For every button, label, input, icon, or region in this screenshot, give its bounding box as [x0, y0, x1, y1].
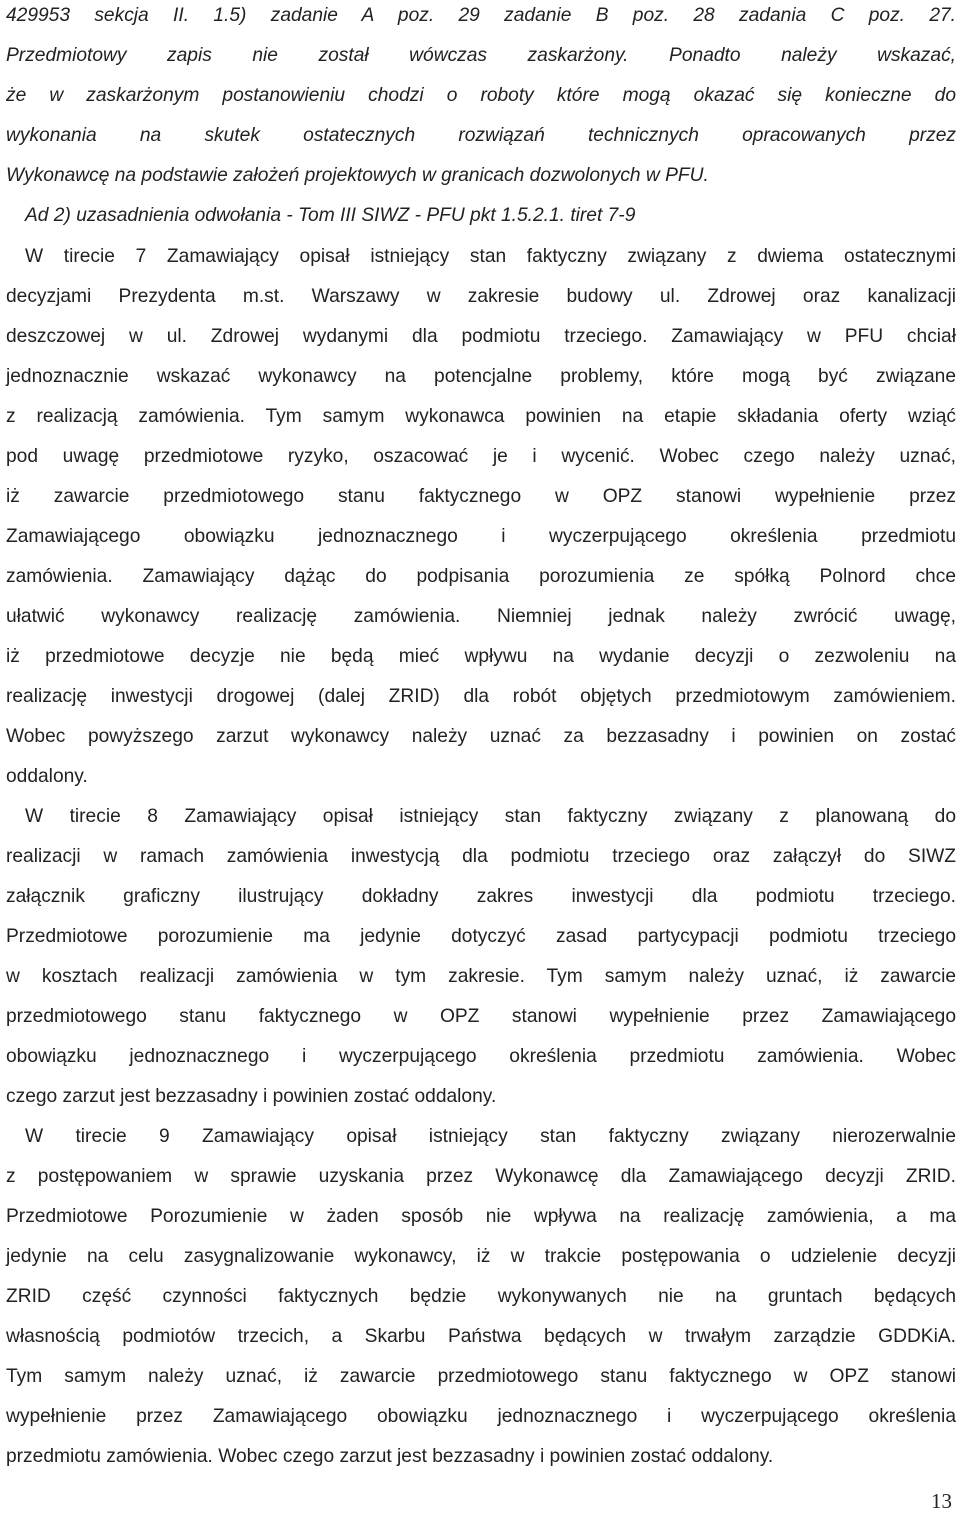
text-line: wypełnienie przez Zamawiającego obowiązku jednoznacznego i wyczerpującego określenia	[6, 1406, 956, 1427]
text-line: czego zarzut jest bezzasadny i powinien zostać oddalony.	[6, 1086, 497, 1107]
text-line: decyzjami Prezydenta m.st. Warszawy w zakresie budowy ul. Zdrowej oraz kanalizacji	[6, 286, 956, 307]
page-number: 13	[931, 1489, 952, 1513]
text-line: Wobec powyższego zarzut wykonawcy należy uznać za bezzasadny i powinien on zostać	[6, 726, 956, 747]
text-line: jedynie na celu zasygnalizowanie wykonawcy, iż w trakcie postępowania o udzielenie decyzji	[6, 1246, 956, 1267]
text-line: przedmiotowego stanu faktycznego w OPZ stanowi wypełnienie przez Zamawiającego	[6, 1006, 956, 1027]
text-line: wykonania na skutek ostatecznych rozwiązań technicznych opracowanych przez	[6, 125, 956, 146]
text-line: obowiązku jednoznacznego i wyczerpującego określenia przedmiotu zamówienia. Wobec	[6, 1046, 956, 1067]
section-heading: Ad 2) uzasadnienia odwołania - Tom III SIWZ - PFU pkt 1.5.2.1. tiret 7-9	[25, 205, 636, 226]
text-line: Wykonawcę na podstawie założeń projektowych w granicach dozwolonych w PFU.	[6, 165, 709, 186]
text-line: w kosztach realizacji zamówienia w tym zakresie. Tym samym należy uznać, iż zawarcie	[6, 966, 956, 987]
text-line: przedmiotu zamówienia. Wobec czego zarzut jest bezzasadny i powinien zostać oddalony.	[6, 1446, 774, 1467]
text-line: W tirecie 9 Zamawiający opisał istniejący stan faktyczny związany nierozerwalnie	[25, 1126, 956, 1147]
text-line: iż zawarcie przedmiotowego stanu faktycznego w OPZ stanowi wypełnienie przez	[6, 486, 956, 507]
text-line: zamówienia. Zamawiający dążąc do podpisania porozumienia ze spółką Polnord chce	[6, 566, 956, 587]
text-line: 429953 sekcja II. 1.5) zadanie A poz. 29 zadanie B poz. 28 zadania C poz. 27.	[6, 5, 956, 26]
text-line: pod uwagę przedmiotowe ryzyko, oszacować je i wycenić. Wobec czego należy uznać,	[6, 446, 956, 467]
text-line: Przedmiotowe Porozumienie w żaden sposób nie wpływa na realizację zamówienia, a ma	[6, 1206, 956, 1227]
text-line: z realizacją zamówienia. Tym samym wykonawca powinien na etapie składania oferty wziąć	[6, 406, 956, 427]
text-line: że w zaskarżonym postanowieniu chodzi o roboty które mogą okazać się konieczne do	[6, 85, 956, 106]
text-line: deszczowej w ul. Zdrowej wydanymi dla podmiotu trzeciego. Zamawiający w PFU chciał	[6, 326, 956, 347]
text-line: z postępowaniem w sprawie uzyskania przez Wykonawcę dla Zamawiającego decyzji ZRID.	[6, 1166, 956, 1187]
text-line: W tirecie 8 Zamawiający opisał istniejący stan faktyczny związany z planowaną do	[25, 806, 956, 827]
text-line: Przedmiotowy zapis nie został wówczas zaskarżony. Ponadto należy wskazać,	[6, 45, 956, 66]
text-line: Tym samym należy uznać, iż zawarcie przedmiotowego stanu faktycznego w OPZ stanowi	[6, 1366, 956, 1387]
text-line: ZRID część czynności faktycznych będzie wykonywanych nie na gruntach będących	[6, 1286, 956, 1307]
text-line: własnością podmiotów trzecich, a Skarbu Państwa będących w trwałym zarządzie GDDKiA.	[6, 1326, 956, 1347]
text-line: jednoznacznie wskazać wykonawcy na potencjalne problemy, które mogą być związane	[6, 366, 956, 387]
text-line: W tirecie 7 Zamawiający opisał istniejący stan faktyczny związany z dwiema ostatecznymi	[25, 246, 956, 267]
text-line: ułatwić wykonawcy realizację zamówienia. Niemniej jednak należy zwrócić uwagę,	[6, 606, 956, 627]
text-line: oddalony.	[6, 766, 88, 787]
text-line: Przedmiotowe porozumienie ma jedynie dotyczyć zasad partycypacji podmiotu trzeciego	[6, 926, 956, 947]
text-line: Zamawiającego obowiązku jednoznacznego i wyczerpującego określenia przedmiotu	[6, 526, 956, 547]
text-line: realizacji w ramach zamówienia inwestycją dla podmiotu trzeciego oraz załączył do SIWZ	[6, 846, 956, 867]
text-line: iż przedmiotowe decyzje nie będą mieć wpływu na wydanie decyzji o zezwoleniu na	[6, 646, 956, 667]
text-line: realizację inwestycji drogowej (dalej ZRID) dla robót objętych przedmiotowym zamówieniem.	[6, 686, 956, 707]
text-line: załącznik graficzny ilustrujący dokładny zakres inwestycji dla podmiotu trzeciego.	[6, 886, 956, 907]
